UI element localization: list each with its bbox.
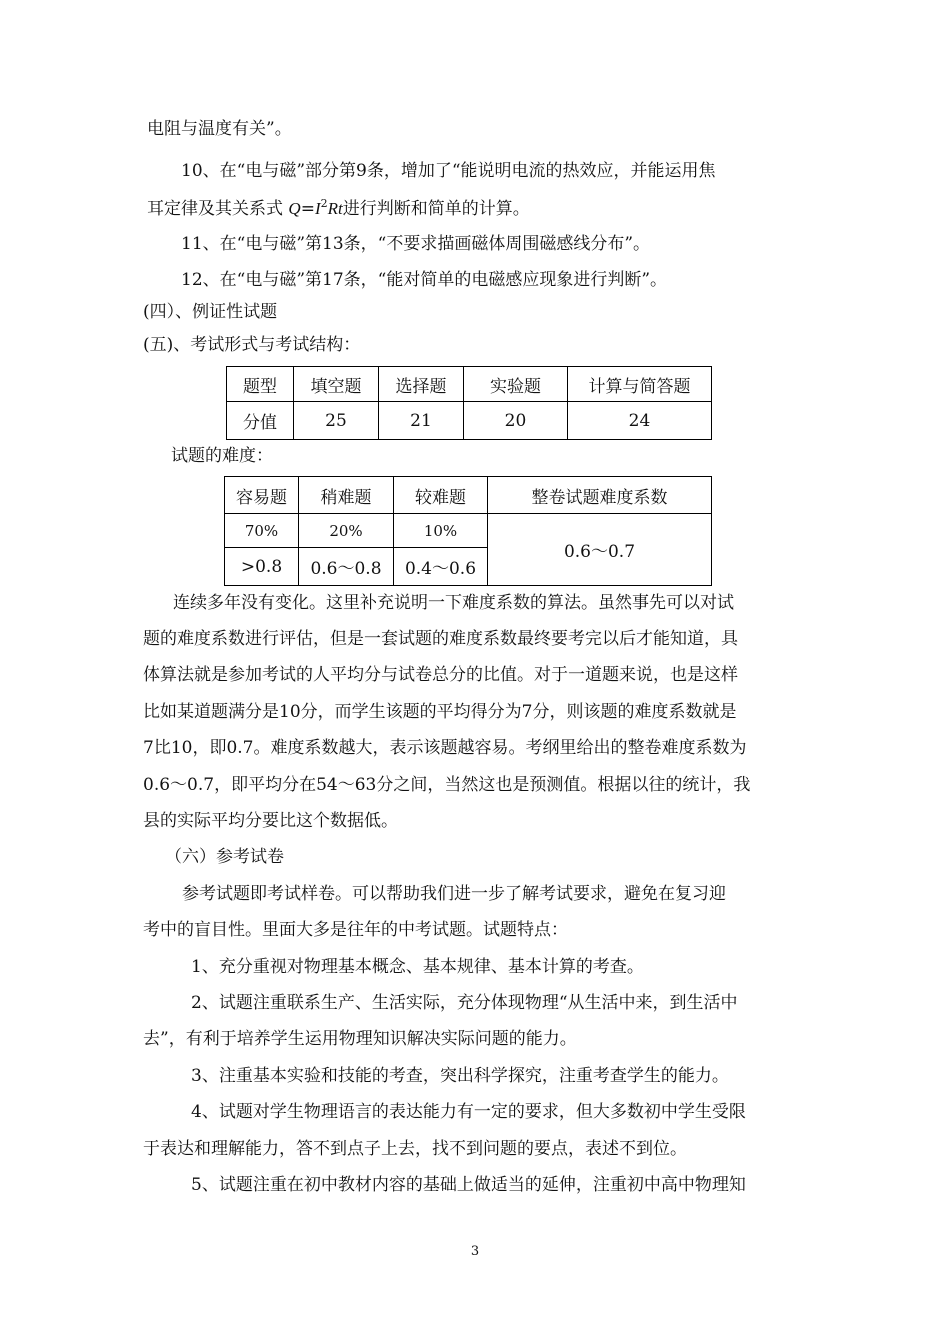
table-cell: 容易题: [225, 477, 299, 514]
text-line: 于表达和理解能力，答不到点子上去，找不到问题的要点，表述不到位。: [143, 1139, 687, 1159]
table-cell: 10%: [394, 514, 488, 548]
table-cell: 整卷试题难度系数: [488, 477, 712, 514]
text-line: 11、在“电与磁”第13条，“不要求描画磁体周围磁感线分布”。: [181, 234, 651, 254]
list-item: 1、充分重视对物理基本概念、基本规律、基本计算的考查。: [191, 957, 644, 977]
text-line: 题的难度系数进行评估，但是一套试题的难度系数最终要考完以后才能知道，具: [143, 629, 738, 649]
text-line: 10、在“电与磁”部分第9条，增加了“能说明电流的热效应，并能运用焦: [181, 161, 716, 181]
formula-q: Q: [288, 199, 301, 218]
formula-line: [147, 197, 530, 223]
table-cell: 25: [294, 402, 379, 440]
text-line: 电阻与温度有关”。: [147, 119, 292, 139]
table-cell: 0.6～0.8: [299, 548, 394, 586]
table-cell: 实验题: [464, 367, 568, 402]
table-cell: 计算与简答题: [568, 367, 712, 402]
section-heading: (五)、考试形式与考试结构：: [143, 335, 361, 355]
table-cell: 21: [379, 402, 464, 440]
exam-structure-table: [226, 366, 712, 440]
formula-exp: 2: [320, 197, 328, 210]
text-line: 试题的难度：: [171, 446, 273, 466]
list-item: 3、注重基本实验和技能的考查，突出科学探究，注重考查学生的能力。: [191, 1066, 729, 1086]
formula-rt: Rt: [327, 199, 343, 218]
section-heading: (四）、例证性试题: [143, 302, 278, 322]
text-line: 去”，有利于培养学生运用物理知识解决实际问题的能力。: [143, 1029, 577, 1049]
table-cell: 70%: [225, 514, 299, 548]
table-cell: 选择题: [379, 367, 464, 402]
text-line: 考中的盲目性。里面大多是往年的中考试题。试题特点：: [143, 920, 568, 940]
formula-prefix: 耳定律及其关系式: [147, 199, 283, 219]
table-cell: 20%: [299, 514, 394, 548]
table-cell: 较难题: [394, 477, 488, 514]
difficulty-table: [224, 476, 712, 586]
text-line: 连续多年没有变化。这里补充说明一下难度系数的算法。虽然事先可以对试: [173, 593, 734, 613]
list-item: 4、试题对学生物理语言的表达能力有一定的要求，但大多数初中学生受限: [191, 1102, 746, 1122]
text-line: 体算法就是参加考试的人平均分与试卷总分的比值。对于一道题来说，也是这样: [143, 665, 738, 685]
formula-eq: =: [300, 199, 315, 219]
text-line: 比如某道题满分是10分，而学生该题的平均得分为7分，则该题的难度系数就是: [143, 702, 737, 722]
table-cell: >0.8: [225, 548, 299, 586]
table-cell: 0.4～0.6: [394, 548, 488, 586]
text-line: 12、在“电与磁”第17条，“能对简单的电磁感应现象进行判断”。: [181, 270, 668, 290]
table-cell: 0.6～0.7: [488, 514, 712, 586]
table-cell: 填空题: [294, 367, 379, 402]
table-cell: 稍难题: [299, 477, 394, 514]
formula-i: I: [314, 199, 321, 218]
list-item: 2、试题注重联系生产、生活实际，充分体现物理“从生活中来，到生活中: [191, 993, 738, 1013]
table-cell: 题型: [227, 367, 294, 402]
table-cell: 20: [464, 402, 568, 440]
formula-suffix: 进行判断和简单的计算。: [342, 199, 530, 219]
list-item: 5、试题注重在初中教材内容的基础上做适当的延伸，注重初中高中物理知: [191, 1175, 746, 1195]
text-line: 参考试题即考试样卷。可以帮助我们进一步了解考试要求，避免在复习迎: [182, 884, 726, 904]
text-line: 0.6～0.7，即平均分在54～63分之间，当然这也是预测值。根据以往的统计，我: [143, 775, 751, 795]
table-cell: 24: [568, 402, 712, 440]
text-line: 县的实际平均分要比这个数据低。: [143, 811, 398, 831]
page-number: 3: [470, 1244, 480, 1259]
section-heading: （六）参考试卷: [165, 847, 284, 867]
text-line: 7比10，即0.7。难度系数越大，表示该题越容易。考纲里给出的整卷难度系数为: [143, 738, 747, 758]
table-cell: 分值: [227, 402, 294, 440]
